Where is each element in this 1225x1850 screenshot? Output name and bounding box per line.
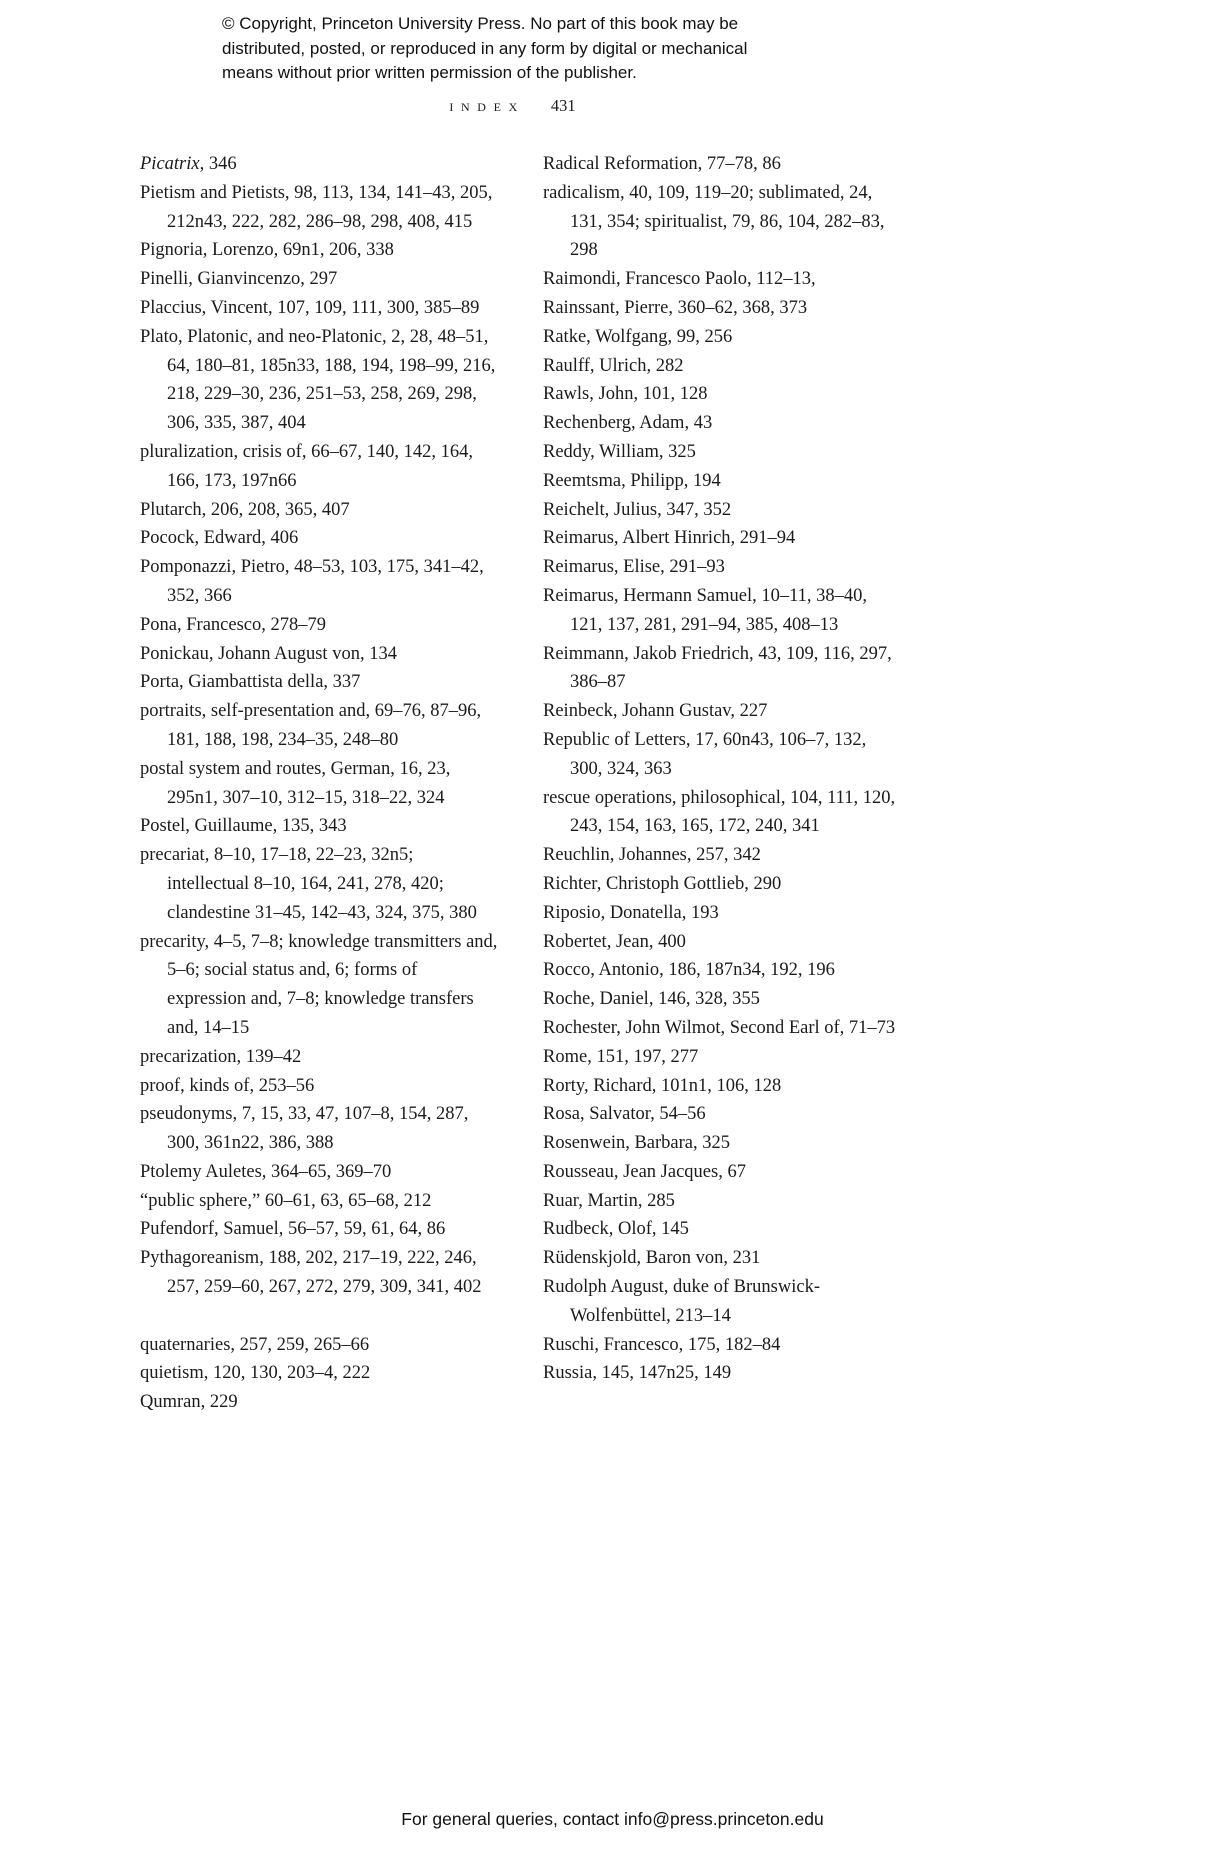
footer-text: For general queries, contact info@press.princeton.edu [401, 1809, 824, 1829]
index-entry: Rorty, Richard, 101n1, 106, 128 [543, 1075, 782, 1096]
index-entry: quaternaries, 257, 259, 265–66 [140, 1334, 370, 1355]
index-entry: Pietism and Pietists, 98, 113, 134, 141–43, 205, 212n43, 222, 282, 286–98, 298, 408, 415 [140, 182, 493, 232]
index-entry: Ptolemy Auletes, 364–65, 369–70 [140, 1161, 392, 1182]
index-entry: Raimondi, Francesco Paolo, 112–13, [543, 269, 816, 290]
index-entry: Rudolph August, duke of Brunswick-Wolfenbüttel, 213–14 [543, 1277, 820, 1326]
index-entry: “public sphere,” 60–61, 63, 65–68, 212 [140, 1190, 432, 1211]
copyright-line: © Copyright, Princeton University Press. No part of this book may be [222, 14, 739, 33]
index-entry: Rome, 151, 197, 277 [543, 1046, 699, 1067]
index-entry: Rawls, John, 101, 128 [543, 384, 708, 405]
index-entry: Reichelt, Julius, 347, 352 [543, 499, 732, 520]
copyright-notice [222, 12, 842, 86]
index-entry: Plutarch, 206, 208, 365, 407 [140, 499, 350, 520]
index-entry: Ruar, Martin, 285 [543, 1190, 675, 1211]
index-entry: Pythagoreanism, 188, 202, 217–19, 222, 246, 257, 259–60, 267, 272, 279, 309, 341, 402 [140, 1248, 482, 1298]
index-entry: Reinbeck, Johann Gustav, 227 [543, 701, 768, 722]
index-entry: Rudbeck, Olof, 145 [543, 1219, 689, 1240]
index-entry: Pinelli, Gianvincenzo, 297 [140, 269, 338, 290]
index-entry: precarization, 139–42 [140, 1046, 302, 1067]
index-entry: Reuchlin, Johannes, 257, 342 [543, 845, 761, 866]
index-entry: Pignoria, Lorenzo, 69n1, 206, 338 [140, 240, 394, 261]
index-entry: Russia, 145, 147n25, 149 [543, 1363, 732, 1384]
index-entry: portraits, self-presentation and, 69–76, 87–96, 181, 188, 198, 234–35, 248–80 [140, 701, 482, 750]
index-entry: Reimmann, Jakob Friedrich, 43, 109, 116, 297, 386–87 [543, 643, 892, 693]
copyright-line: means without prior written permission of the publisher. [222, 63, 637, 82]
index-entry: Rüdenskjold, Baron von, 231 [543, 1248, 761, 1269]
index-columns [140, 150, 902, 1417]
index-entry: pseudonyms, 7, 15, 33, 47, 107–8, 154, 287, 300, 361n22, 386, 388 [140, 1104, 469, 1154]
index-entry: Qumran, 229 [140, 1392, 238, 1413]
index-entry: Plato, Platonic, and neo-Platonic, 2, 28, 48–51, 64, 180–81, 185n33, 188, 194, 198–99, 216, 218, 229–30, 236, 251–53, 258, 269, 298, 306, 335, 387, 404 [140, 326, 496, 434]
index-column-right [543, 150, 902, 1417]
index-entry: Pona, Francesco, 278–79 [140, 614, 326, 635]
index-entry: radicalism, 40, 109, 119–20; sublimated, 24, 131, 354; spiritualist, 79, 86, 104, 282–83, 298 [543, 182, 885, 261]
index-entry: Roche, Daniel, 146, 328, 355 [543, 989, 760, 1010]
index-column-left [140, 150, 499, 1417]
index-entry: Rainssant, Pierre, 360–62, 368, 373 [543, 297, 808, 318]
index-entry: Pocock, Edward, 406 [140, 528, 299, 549]
index-entry: precarity, 4–5, 7–8; knowledge transmitters and, 5–6; social status and, 6; forms of expression and, 7–8; knowledge transfers and, 14–15 [140, 931, 498, 1038]
page-number: 431 [550, 96, 576, 115]
index-entry: Republic of Letters, 17, 60n43, 106–7, 132, 300, 324, 363 [543, 729, 867, 779]
index-entry: precariat, 8–10, 17–18, 22–23, 32n5; intellectual 8–10, 164, 241, 278, 420; clandestine 31–45, 142–43, 324, 375, 380 [140, 845, 477, 923]
index-entry: Rochester, John Wilmot, Second Earl of, 71–73 [543, 1017, 896, 1038]
index-entry: quietism, 120, 130, 203–4, 222 [140, 1363, 371, 1384]
index-entry: Postel, Guillaume, 135, 343 [140, 816, 347, 837]
index-entry: Reimarus, Elise, 291–93 [543, 557, 725, 578]
index-entry: Robertet, Jean, 400 [543, 931, 686, 952]
index-entry: proof, kinds of, 253–56 [140, 1075, 315, 1096]
index-entry: Reddy, William, 325 [543, 441, 696, 462]
index-entry: Placcius, Vincent, 107, 109, 111, 300, 385–89 [140, 297, 480, 318]
index-entry: Ratke, Wolfgang, 99, 256 [543, 326, 733, 347]
index-entry: Ponickau, Johann August von, 134 [140, 643, 397, 664]
index-entry: Raulff, Ulrich, 282 [543, 355, 684, 376]
index-entry: rescue operations, philosophical, 104, 111, 120, 243, 154, 163, 165, 172, 240, 341 [543, 787, 896, 837]
index-heading-label: index [449, 96, 525, 115]
index-entry: Radical Reformation, 77–78, 86 [543, 154, 781, 174]
index-entry: Reemtsma, Philipp, 194 [543, 470, 721, 491]
index-entry: Picatrix, 346 [140, 154, 237, 174]
index-entry: pluralization, crisis of, 66–67, 140, 142, 164, 166, 173, 197n66 [140, 441, 473, 491]
index-entry: Pufendorf, Samuel, 56–57, 59, 61, 64, 86 [140, 1219, 446, 1240]
index-entry: Rousseau, Jean Jacques, 67 [543, 1161, 746, 1182]
index-entry: Pomponazzi, Pietro, 48–53, 103, 175, 341–42, 352, 366 [140, 557, 484, 606]
index-entry: Richter, Christoph Gottlieb, 290 [543, 873, 782, 894]
index-entry: Porta, Giambattista della, 337 [140, 672, 361, 693]
index-entry: Ruschi, Francesco, 175, 182–84 [543, 1334, 781, 1355]
index-entry: postal system and routes, German, 16, 23, 295n1, 307–10, 312–15, 318–22, 324 [140, 758, 451, 808]
copyright-line: distributed, posted, or reproduced in any form by digital or mechanical [222, 38, 748, 58]
index-entry: Rocco, Antonio, 186, 187n34, 192, 196 [543, 960, 835, 981]
index-entry: Riposio, Donatella, 193 [543, 902, 719, 923]
page-heading [140, 96, 885, 116]
index-entry: Rosa, Salvator, 54–56 [543, 1104, 706, 1125]
index-entry: Reimarus, Hermann Samuel, 10–11, 38–40, 121, 137, 281, 291–94, 385, 408–13 [543, 585, 868, 635]
index-entry: Reimarus, Albert Hinrich, 291–94 [543, 528, 796, 549]
index-entry: Rosenwein, Barbara, 325 [543, 1133, 731, 1154]
index-entry: Rechenberg, Adam, 43 [543, 413, 713, 434]
